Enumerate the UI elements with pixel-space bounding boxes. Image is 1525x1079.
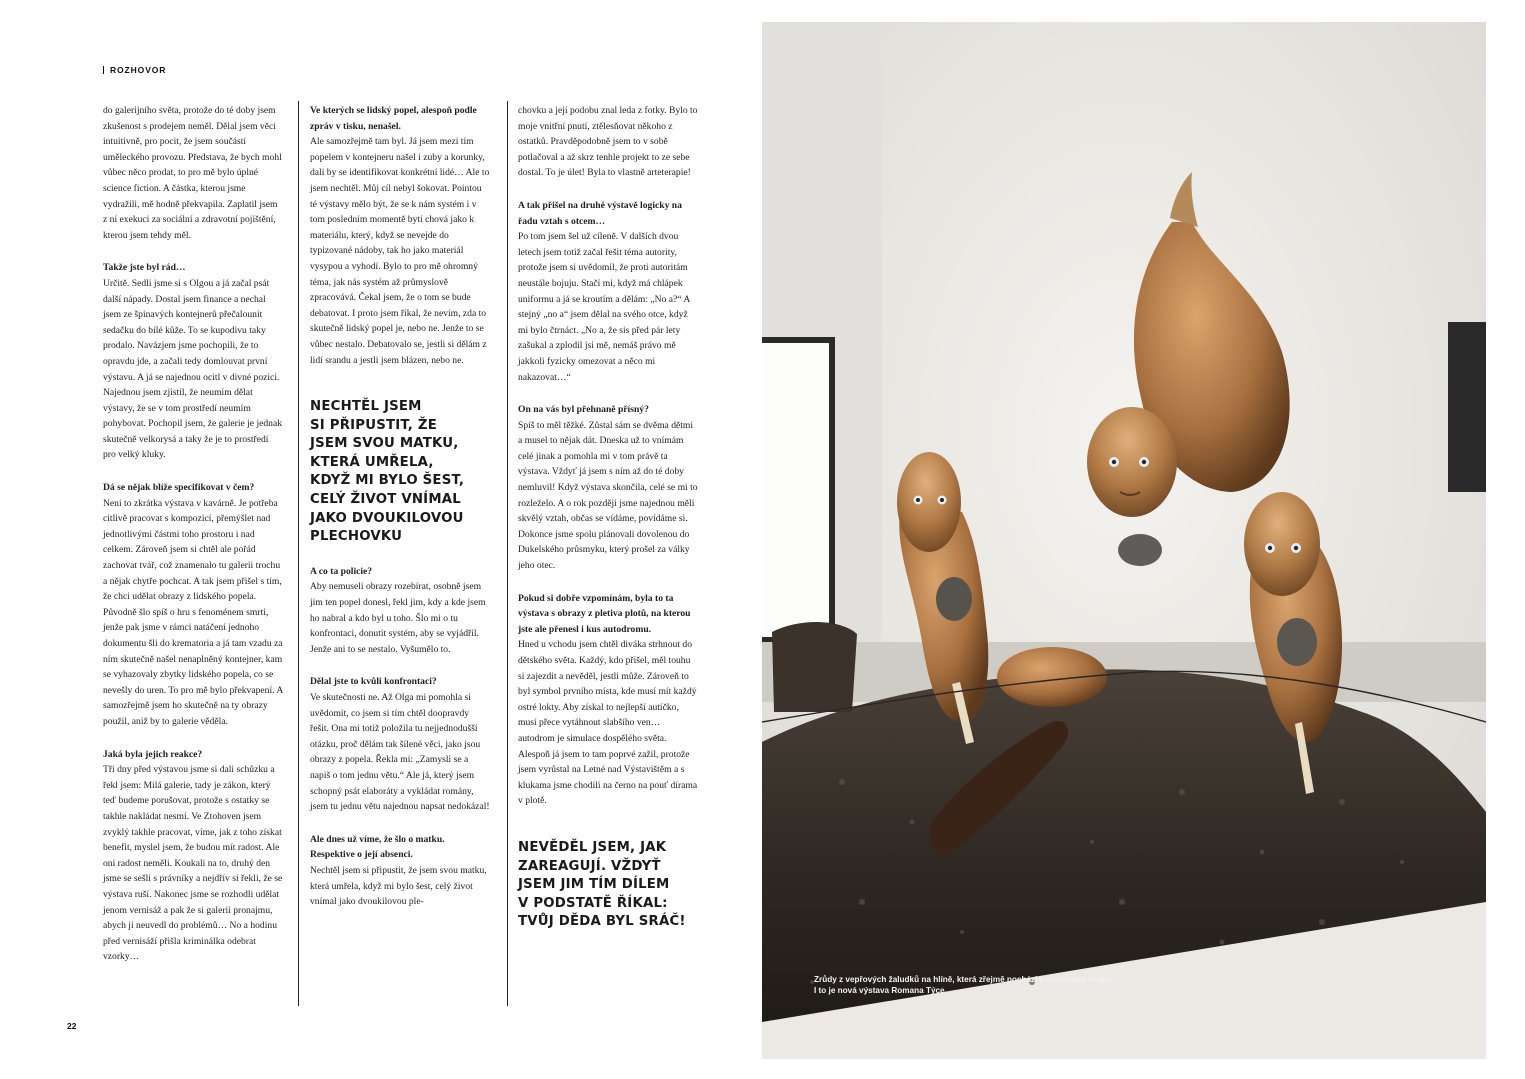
photo-caption: Zrůdy z vepřových žaludků na hlíně, která zřejmě pocházi z masových hrobů. I to je nová výstava Romana Týce.	[814, 975, 1114, 995]
pull-quote: NECHTĚL JSEM SI PŘIPUSTIT, ŽE JSEM SVOU MATKU, KTERÁ UMŘELA, KDYŽ MI BYLO ŠEST, CELÝ ŽIVOT VNÍMAL JAKO DVOUKILOVOU PLECHOVKU	[310, 399, 465, 545]
interview-question: Ale dnes už víme, že šlo o matku. Respektive o její absenci.	[310, 833, 445, 861]
article-paragraph	[103, 480, 283, 730]
interview-answer: Určitě. Sedli jsme si s Olgou a já začal psát další nápady. Dostal jsem finance a nechal jsem ze špinavých kontejnerů přečalounit sedačku do bílé kůže. To se kupodivu taky prodalo. Navázjem jsme pochopili, že to opravdu jde, a začali tedy domlouvat první výstavu. A já se najednou ocitl v divné pozici. Najednou jsem zjistil, že neumím dělat výstavy, že se v tom prostředí neumím pohybovat. Pochopil jsem, že galerie je jednak skutečně velkorysá a taky že je to prostředí pro velký kluky.	[103, 277, 283, 461]
column-divider	[507, 101, 508, 1006]
column-divider	[298, 101, 299, 1006]
interview-answer: Spíš to měl těžké. Zůstal sám se dvěma dětmi a musel to nějak dát. Dneska už to vnímám celé jinak a pomohla mi v tom právě ta výstava. Vždyť já jsem s ním až do té doby nemluvil! Když výstava skončila, celé se mi to rozleželo. A o rok později jsme najednou měli skvělý vztah, občas se vídáme, povídáme si. Dokonce jsme spolu plánovali dovolenou do Dukelského průsmyku, který prošel za války jeho otec.	[518, 419, 698, 572]
article-column-2	[310, 103, 490, 927]
interview-question: On na vás byl přehnaně přísný?	[518, 404, 649, 416]
interview-question: Dělal jste to kvůli konfrontaci?	[310, 676, 437, 688]
interview-question: Jaká byla jejich reakce?	[103, 748, 203, 760]
section-bar	[103, 66, 104, 74]
interview-question: A co ta policie?	[310, 565, 373, 577]
article-paragraph	[518, 103, 698, 181]
pull-quote: NEVĚDĚL JSEM, JAK ZAREAGUJÍ. VŽDYŤ JSEM JIM TÍM DÍLEM V PODSTATĚ ŘÍKAL: TVŮJ DĚDA BYL SRÁČ!	[518, 839, 686, 930]
interview-question: Ve kterých se lidský popel, alespoň podle zpráv v tisku, nenašel.	[310, 105, 477, 132]
article-paragraph	[310, 564, 490, 658]
article-column-1	[103, 103, 283, 982]
interview-question: Pokud si dobře vzpomínám, byla to ta výstava s obrazy z pletiva plotů, na kterou jste ale přenesl i kus autodromu.	[518, 592, 691, 635]
interview-question: Dá se nějak blíže specifikovat v čem?	[103, 482, 255, 494]
article-paragraph	[518, 198, 698, 385]
interview-answer: Aby nemuseli obrazy rozebírat, osobně jsem jim ten popel donesl, řekl jim, kdy a kde jsem ho nabral a kdo byl u toho. Šlo mi o tu konfrontaci, donutit systém, aby se vyjádřil. Jenže ani to se nestalo. Vyšumělo to.	[310, 581, 486, 655]
sculpture-image	[762, 22, 1486, 1059]
interview-answer: chovku a její podobu znal leda z fotky. Bylo to moje vnitřní pnutí, ztělesňovat někoho z ostatků. Pravděpodobně jsem to v sobě potlačoval a až skrz tenhle projekt to ze sebe dostal. To je úlet! Byla to vlastně arteterapie!	[518, 105, 698, 179]
interview-answer: Není to zkrátka výstava v kavárně. Je potřeba citlivě pracovat s kompozicí, přemýšlet nad jednotlivými částmi toho prostoru i nad celkem. Zároveň jsem si chtěl ale pořád zachovat tvář, což znamenalo tu galerii trochu a nějak chytře pochcat. A tak jsem přišel s tím, že chci udělat obrazy z lidského popela. Původně šlo spíš o hru s fenoménem smrti, jenže pak jsme v rámci natáčení jednoho dokumentu šli do krematoria a já tam vzadu za ním skutečně našel nenaplněný kontejner, kam se vyhazovaly zbytky lidského popela, co se nevešly do uren. To pro mě bylo překvapení. A samozřejmě jsem ho skutečně na ty obrazy použil, aniž by to galerie věděla.	[103, 497, 283, 727]
page-number: 22	[67, 1021, 77, 1031]
interview-answer: Hned u vchodu jsem chtěl diváka strhnout do dětského světa. Každý, kdo přišel, měl touhu si zajezdit a nevěděl, jestli může. Zároveň to byl symbol prvního místa, kde musí mít každý ostré lokty. Aby získal to nejlepší autíčko, musí přece vytáhnout slabšího ven… autodrom je simulace dospělého světa. Alespoň já jsem to tam poprvé zažil, protože jsem vyrůstal na Letné nad Výstavištěm a s klukama jsme chodili na černo na pouť dírama v plotě.	[518, 639, 698, 807]
interview-question: A tak přišel na druhé výstavě logicky na řadu vztah s otcem…	[518, 199, 682, 227]
interview-answer: Ve skutečnosti ne. Až Olga mi pomohla si uvědomit, co jsem si tím chtěl doopravdy řešit. Ona mi totiž položila tu nejjednodušší otázku, proč dělám tak šílené věci, jako jsou obrazy z popela. Řekla mi: „Zamysli se a napiš o tom jednu větu.“ Ale já, který jsem schopný psát elaboráty a vykládat romány, jsem tu jednu větu najednou napsat nedokázal!	[310, 692, 490, 813]
interview-answer: Ale samozřejmě tam byl. Já jsem mezi tím popelem v kontejneru našel i zuby a korunky, dali by se identifikovat konkrétní lidé… Ale to jsem nechtěl. Můj cíl nebyl šokovat. Pointou té výstavy mělo být, že se k nám systém i v tom posledním momentě bytí chová jako k materiálu, který, když se nevejde do typizované nádoby, tak ho jako materiál vysypou a vyhodí. Bylo to pro mě ohromný téma, jak nás systém až průmyslově zpracovává. Čekal jsem, že o tom se bude debatovat. I proto jsem říkal, že nevím, zda to skutečně lidský popel je, nebo ne. Jenže to se vůbec nestalo. Debatovalo se, jestli si dělám z lidí srandu a jestli jsem blázen, nebo ne.	[310, 136, 490, 366]
interview-answer: Nechtěl jsem si připustit, že jsem svou matku, která umřela, když mi bylo šest, celý život vnímal jako dvoukilovou ple-	[310, 864, 487, 908]
interview-answer: do galerijního světa, protože do té doby jsem zkušenost s prodejem neměl. Dělal jsem věci intuitivně, pro pocit, že jsem součástí uměleckého provozu. Představa, že bych mohl vůbec něco prodat, to pro mě bylo úplné science fiction. A částka, kterou jsme vydražili, mě hodně překvapila. Zaplatil jsem z ní exekuci za sociální a zdravotní pojištění, kterou jsem tehdy měl.	[103, 105, 282, 241]
article-paragraph	[310, 103, 490, 368]
article-column-3	[518, 103, 698, 949]
section-label-text: ROZHOVOR	[110, 65, 167, 75]
article-paragraph	[103, 747, 283, 965]
article-paragraph	[518, 591, 698, 809]
article-paragraph	[310, 832, 490, 910]
article-paragraph	[103, 260, 283, 463]
article-paragraph	[310, 674, 490, 814]
article-paragraph	[518, 402, 698, 574]
sculpture-photo	[762, 22, 1486, 1059]
article-paragraph	[103, 103, 283, 243]
interview-answer: Tři dny před výstavou jsme si dali schůzku a řekl jsem: Milá galerie, tady je zákon, který teď budeme porušovat, protože s ostatky se takhle nakládat nesmí. Ve Ztohoven jsem zvyklý takhle pracovat, víme, jak z toho získat benefit, myslel jsem, že budou mít radost. Ale oni radost neměli. Koukali na to, druhý den jsme se sešli s právníky a nejdřív si řekli, že se výstava ruší. Nakonec jsme se rozhodli udělat jenom vernisáž a pak že si galerii pronajmu, abych ji neuvedl do problémů… No a hodinu před vernisáží přišla kriminálka odebrat vzorky…	[103, 764, 283, 963]
interview-answer: Po tom jsem šel už cíleně. V dalších dvou letech jsem totiž začal řešit téma autority, protože jsem si uvědomil, že proti autoritám neustále bojuju. Stačí mi, když má chlápek uniformu a já se kroutím a dělám: „No a?“ A stejný „no a“ jsem dělal na svého otce, když mi bylo čtrnáct. „No a, že sis před pár lety zašukal a zplodil jsi mě, nemáš právo mě jakkoli fyzicky omezovat a něco mi nakazovat…“	[518, 231, 690, 383]
interview-question: Takže jste byl rád…	[103, 262, 186, 274]
section-label	[103, 65, 166, 75]
